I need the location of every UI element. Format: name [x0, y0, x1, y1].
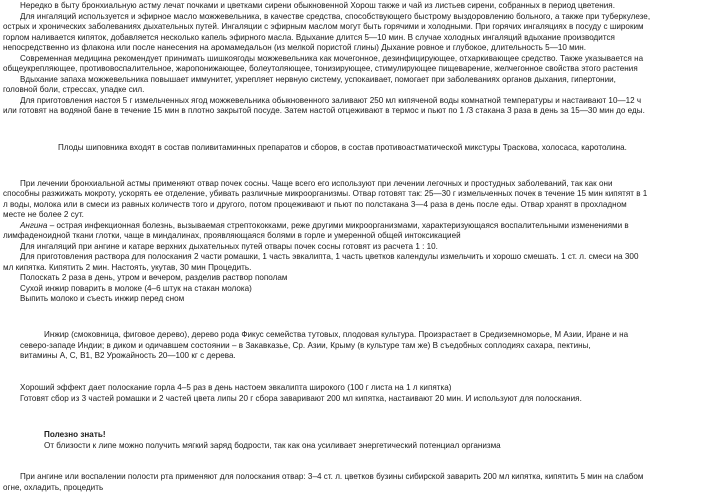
text-line: При лечении бронхиальной астмы применяют отвар почек сосны. Чаще всего его используют при лечении легочных и простудных заболеваний, так как они	[20, 179, 613, 188]
text-line: огне, охладить, процедить	[3, 483, 104, 492]
tip-text: От близости к липе можно получить мягкий заряд бодрости, так как она усиливает энергетический потенциал организма	[44, 441, 501, 450]
text-line	[20, 221, 629, 231]
text-line: мл кипятка. Кипятить 2 мин. Настоять, укутав, 30 мин Процедить.	[3, 263, 252, 272]
tip-heading: Полезно знать!	[44, 430, 106, 439]
text-line: северо-западе Индии; в диком и одичавшем состоянии – в Закавказье, Ср. Азии, Крыму (в культуре там же) В съедобных соплодиях сахара, пектины,	[20, 341, 591, 350]
text-line: Полоскать 2 раза в день, утром и вечером, разделив раствор пополам	[20, 273, 288, 282]
text-line: способны разжижать мокроту, ускорять ее отделение, убивать различные микроорганизмы. Отвар готовят так: 25—30 г измельченных почек в течение 15 мин кипятят в 1	[3, 189, 648, 198]
text-line: витамины А, С, В1, В2 Урожайность 20—100 кг с дерева.	[20, 351, 236, 360]
text-line: Плоды шиповника входят в состав поливитаминных препаратов и сборов, в состав противоастматической микстуры Траскова, холосаса, каротолина.	[58, 143, 627, 152]
text-line: Инжир (смоковница, фиговое дерево), дерево рода Фикус семейства тутовых, плодовая культура. Произрастает в Средиземноморье, М Азии, Иране и на	[44, 330, 629, 339]
definition-text: – острая инфекционная болезнь, вызываемая стрептококками, реже другими микроорганизмами, характеризующаяся воспалительными изменениями в	[47, 221, 629, 230]
text-line: общеукрепляющее, противовоспалительное, жаропонижающее, болеутоляющее, тонизирующее, стимулирующее пищеварение, желчегонное свойства этого растения	[3, 64, 638, 73]
text-line: Для приготовления раствора для полоскания 2 части ромашки, 1 часть эвкалипта, 1 часть цветков календулы измельчить и хорошо смешать. 1 ст. л. смеси на 300	[20, 252, 639, 261]
text-line: Сухой инжир поварить в молоке (4–6 штук на стакан молока)	[20, 284, 252, 293]
text-line: Современная медицина рекомендует принимать шишкоягоды можжевельника как мочегонное, дезинфицирующее, отхаркивающее средство. Также указывается на	[20, 54, 644, 63]
term-angina: Ангина	[20, 221, 48, 230]
text-line: горлом наливается кипяток, добавляется несколько капель эфирного масла. Вдыхание длится 5—10 мин. В случае холодных ингаляций вдыхание производится	[3, 33, 615, 42]
text-line: Нередко в быту бронхиальную астму лечат почками и цветками сирени обыкновенной Хорош также и чай из листьев сирени, собранных в период цветения.	[20, 1, 615, 10]
text-line: непосредственно из флакона или после нанесения на аромамедальон (из мелкой пористой глины) Дыхание ровное и глубокое, длительность 5—10 мин.	[3, 43, 587, 52]
text-line: головной боли, стрессах, упадке сил.	[3, 85, 145, 94]
text-line: Для ингаляций используется и эфирное масло можжевельника, в качестве средства, способствующего быстрому выздоровлению больного, а также при туберкулезе,	[20, 12, 651, 21]
text-line: или готовят на водяной бане в течение 15 мин в плотно закрытой посуде. Затем настой отцеживают в термос и пьют по 1 /3 стакана 3 раза в день за 15—30 мин до еды.	[3, 106, 645, 115]
text-line: месте не более 2 сут.	[3, 210, 84, 219]
text-line: лимфаденоидной ткани глотки, чаще в миндалинах, проявляющаяся болями в горле и умеренной общей интоксикацией	[3, 231, 461, 240]
text-line: Для ингаляций при ангине и катаре верхних дыхательных путей отвары почек сосны готовят из расчета 1 : 10.	[20, 242, 438, 251]
text-line: Вдыхание запаха можжевельника повышает иммунитет, укрепляет нервную систему, успокаивает, помогает при заболеваниях органов дыхания, гипертонии,	[20, 75, 616, 84]
text-line: Хороший эффект дает полоскание горла 4–5 раз в день настоем эвкалипта широкого (100 г листа на 1 л кипятка)	[20, 383, 452, 392]
text-line: острых и хронических заболеваниях дыхательных путей. Ингаляции с эфирным маслом могут быть горячими и холодными. При горячих ингаляциях в посуду с широким	[3, 22, 644, 31]
text-line: Для приготовления настоя 5 г измельченных ягод можжевельника обыкновенного заливают 250 мл кипяченой воды комнатной температуры и настаивают 10—12 ч	[20, 96, 642, 105]
text-line: Готовят сбор из 3 частей ромашки и 2 частей цвета липы 20 г сбора заваривают 200 мл кипятка, настаивают 20 мин. И используют для полоскания.	[20, 394, 582, 403]
text-line: Выпить молоко и съесть инжир перед сном	[20, 294, 185, 303]
text-line: При ангине или воспалении полости рта применяют для полоскания отвар: 3–4 ст. л. цветков бузины сибирской заварить 200 мл кипятка, кипятить 5 мин на слабом	[20, 472, 644, 481]
text-line: л воды, молока или в смеси из равных количеств того и другого, потом процеживают и пьют по полстакана 3—4 раза в день после еды. Отвар хранят в прохладном	[3, 200, 627, 209]
